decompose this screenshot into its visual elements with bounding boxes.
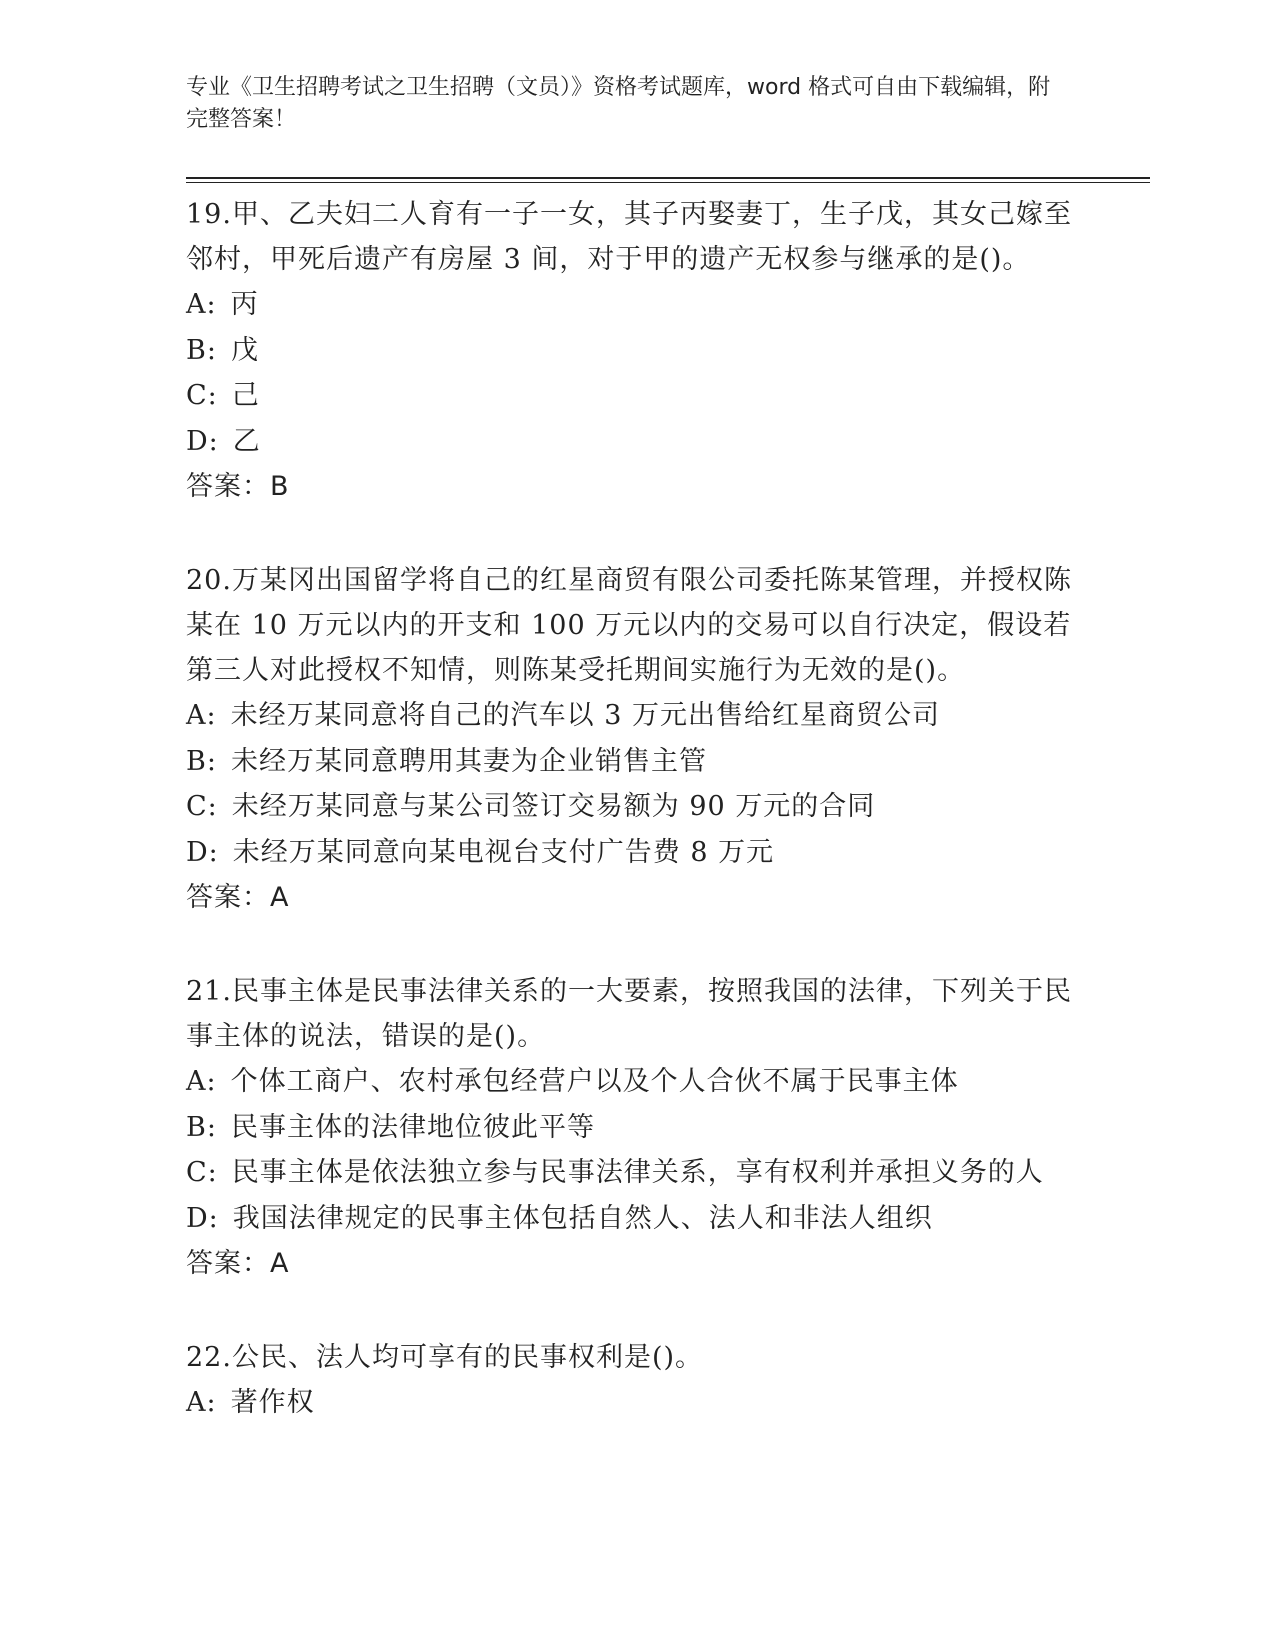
option-a: [186, 282, 1086, 328]
option-text: 民事主体是依法独立参与民事法律关系，享有权利并承担义务的人: [231, 1157, 1044, 1188]
option-letter: A:: [186, 289, 217, 320]
option-letter: B:: [186, 745, 217, 777]
option-c: [186, 1150, 1086, 1196]
option-text: 未经万某同意将自己的汽车以 3 万元出售给红星商贸公司: [230, 700, 940, 731]
option-c: [186, 784, 1086, 830]
option-text: 丙: [230, 289, 259, 320]
question-stem: 19.甲、乙夫妇二人育有一子一女，其子丙娶妻丁，生子戊，其女己嫁至邻村，甲死后遗产有房屋 3 间，对于甲的遗产无权参与继承的是()。: [186, 199, 1072, 275]
question-22: [186, 1335, 1086, 1426]
option-letter: A:: [186, 1387, 217, 1418]
option-letter: C:: [186, 791, 218, 822]
option-a: [186, 1059, 1086, 1105]
header-divider-thin: [186, 182, 1150, 183]
page-header: 专业《卫生招聘考试之卫生招聘（文员）》资格考试题库，word 格式可自由下载编辑，附完整答案！: [186, 75, 1051, 132]
option-text: 著作权: [230, 1387, 315, 1418]
option-a: [186, 693, 1086, 739]
option-b: [186, 1105, 1086, 1151]
option-text: 乙: [232, 425, 261, 457]
question-19: [186, 192, 1086, 509]
header-divider-thick: [186, 177, 1150, 179]
option-letter: D:: [186, 836, 219, 868]
option-text: 未经万某同意与某公司签订交易额为 90 万元的合同: [231, 791, 876, 822]
option-b: [186, 739, 1086, 785]
question-21: [186, 969, 1086, 1286]
option-c: [186, 373, 1086, 419]
option-d: [186, 830, 1086, 876]
option-d: [186, 419, 1086, 465]
option-letter: C:: [186, 1157, 218, 1188]
option-text: 未经万某同意聘用其妻为企业销售主管: [230, 745, 707, 777]
option-letter: D:: [186, 1202, 219, 1234]
option-letter: C:: [186, 380, 218, 411]
option-text: 我国法律规定的民事主体包括自然人、法人和非法人组织: [232, 1202, 933, 1234]
answer-label: 答案：A: [186, 1248, 290, 1279]
option-d: [186, 1196, 1086, 1242]
question-list: [186, 192, 1086, 1475]
question-20: [186, 558, 1086, 920]
option-b: [186, 328, 1086, 374]
option-text: 己: [231, 380, 260, 411]
question-stem: 21.民事主体是民事法律关系的一大要素，按照我国的法律，下列关于民事主体的说法，错误的是()。: [186, 976, 1072, 1052]
option-text: 未经万某同意向某电视台支付广告费 8 万元: [232, 836, 775, 868]
answer-label: 答案：B: [186, 471, 290, 502]
option-letter: B:: [186, 1111, 217, 1143]
option-text: 个体工商户、农村承包经营户以及个人合伙不属于民事主体: [230, 1066, 959, 1097]
option-a: [186, 1380, 1086, 1426]
option-letter: B:: [186, 334, 217, 366]
option-text: 戊: [230, 334, 259, 366]
option-text: 民事主体的法律地位彼此平等: [230, 1111, 595, 1143]
option-letter: D:: [186, 425, 219, 457]
option-letter: A:: [186, 1066, 217, 1097]
question-stem: 20.万某冈出国留学将自己的红星商贸有限公司委托陈某管理，并授权陈某在 10 万元以内的开支和 100 万元以内的交易可以自行决定，假设若第三人对此授权不知情，则陈某受托期间实施行为无效的是()。: [186, 565, 1072, 686]
question-stem: 22.公民、法人均可享有的民事权利是()。: [186, 1342, 704, 1373]
answer-label: 答案：A: [186, 882, 290, 913]
option-letter: A:: [186, 700, 217, 731]
